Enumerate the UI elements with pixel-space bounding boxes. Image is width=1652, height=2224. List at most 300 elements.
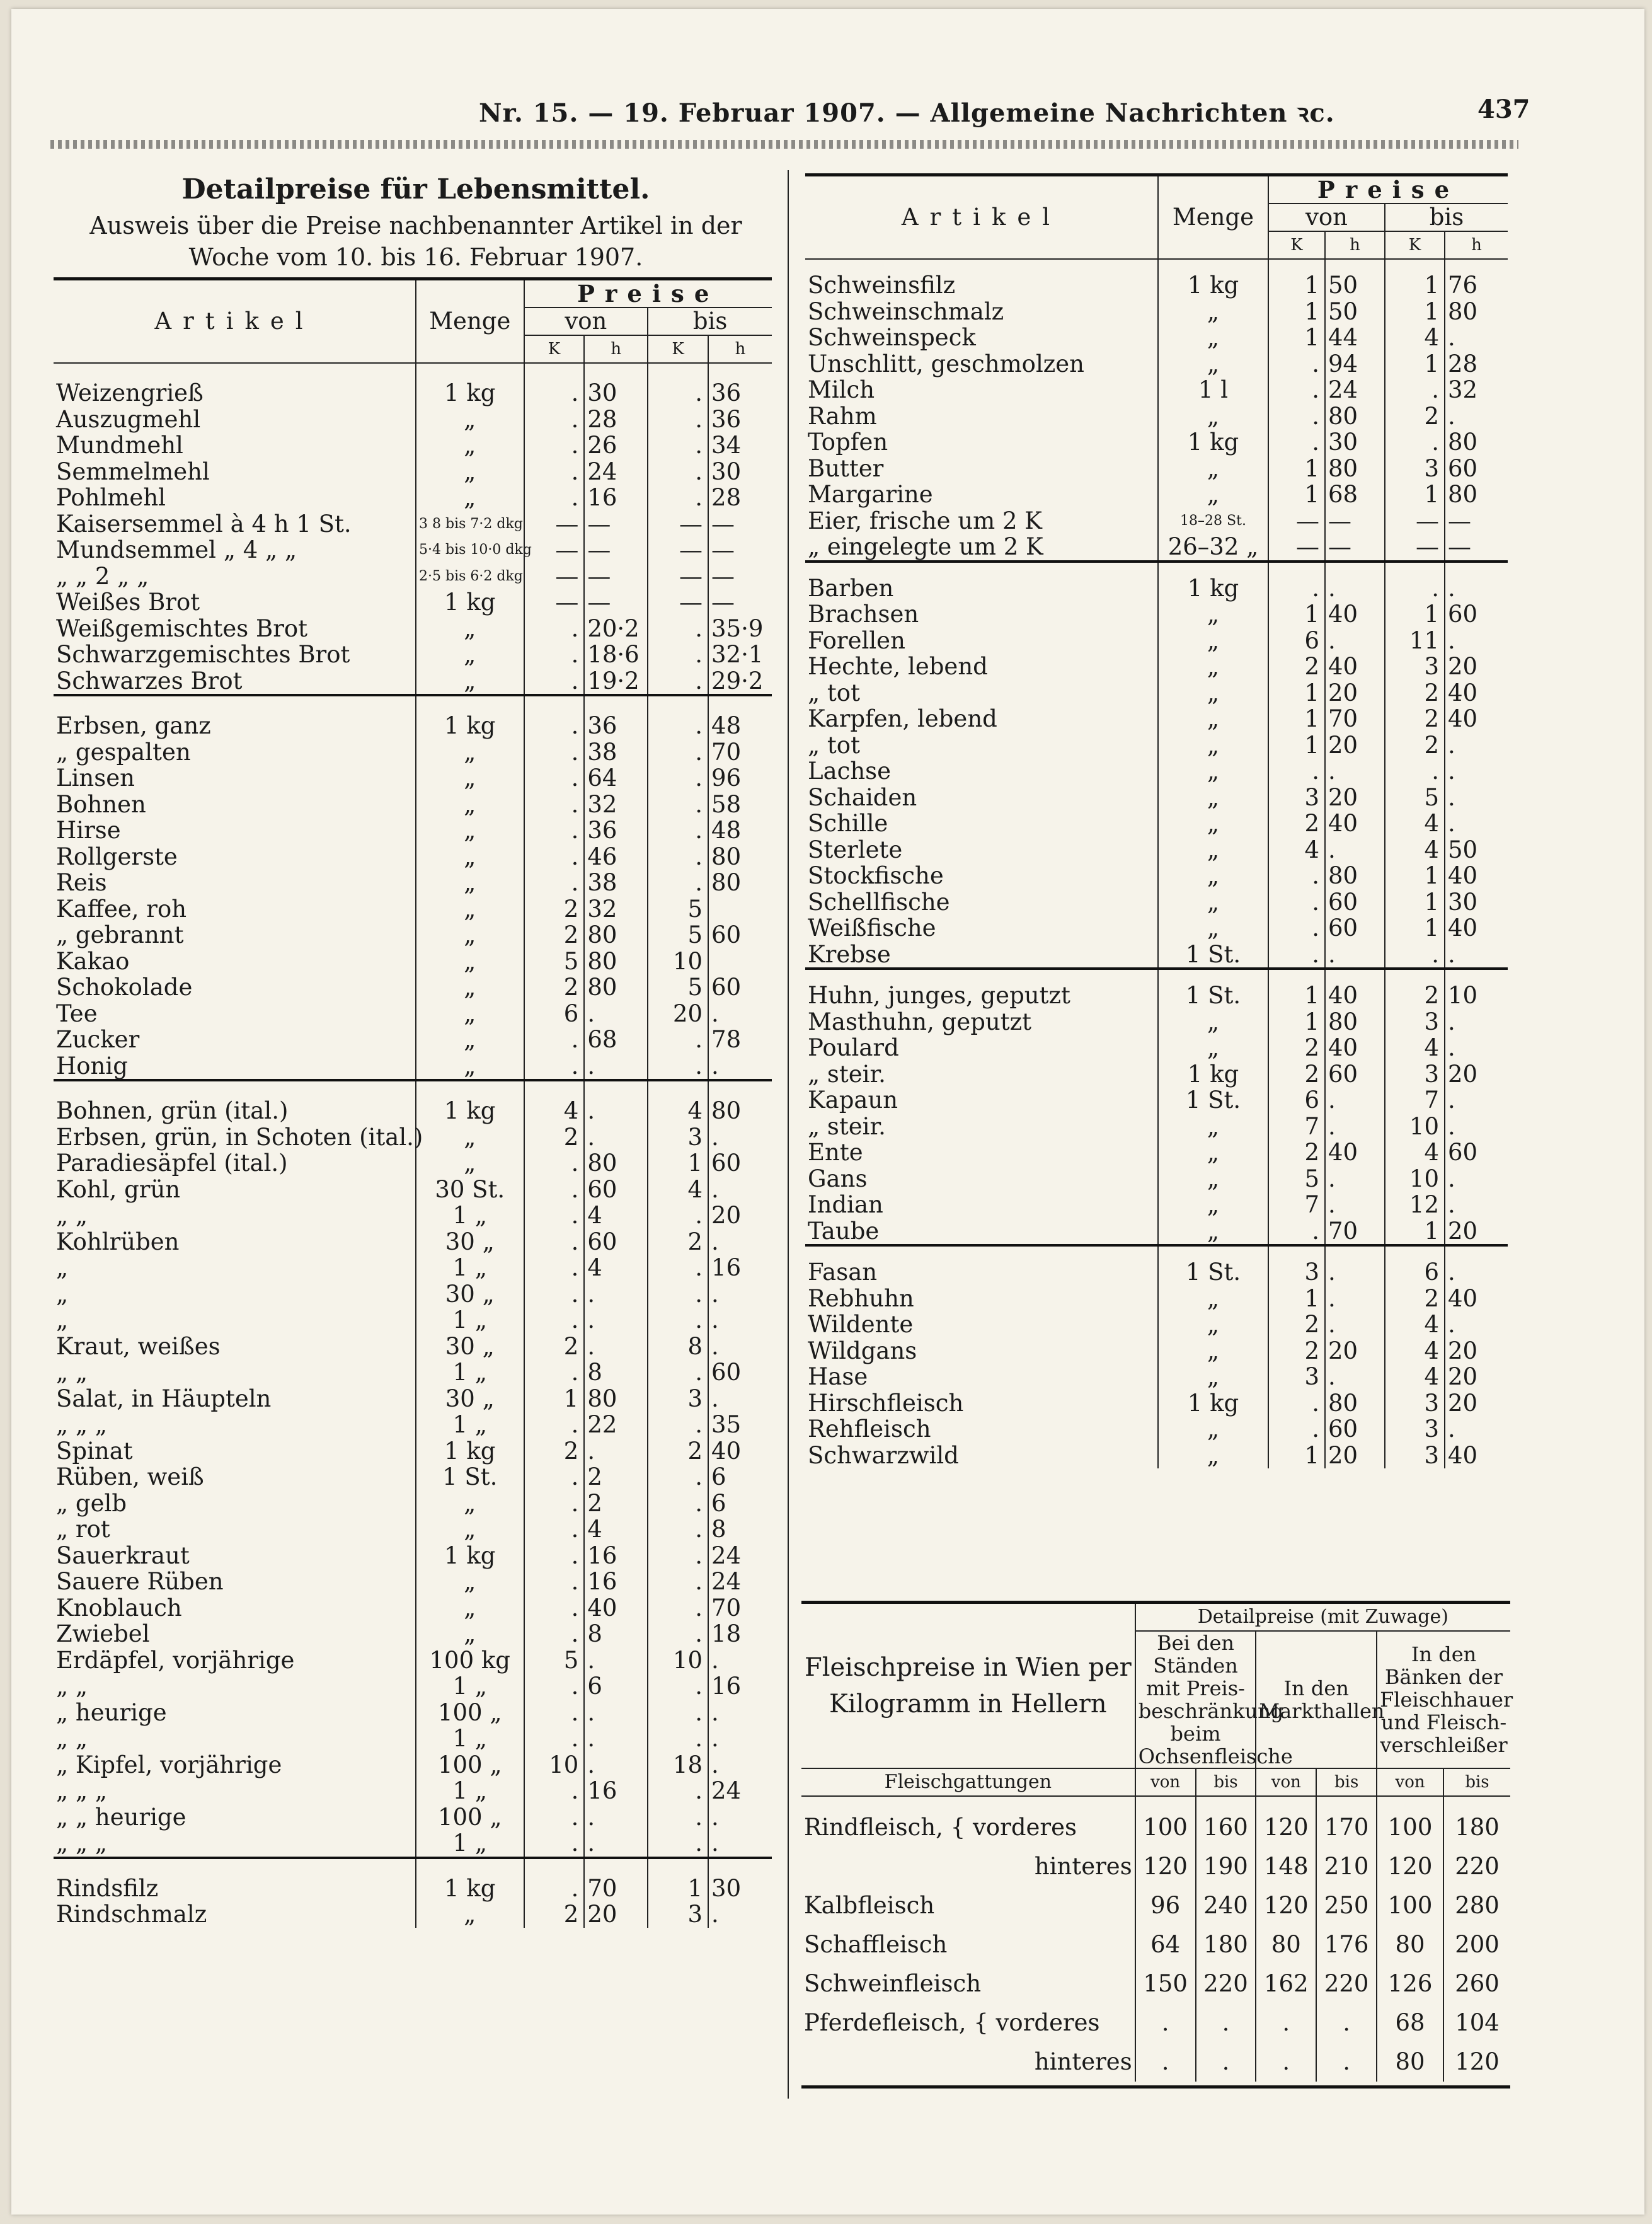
item-name: Fasan <box>805 1259 1158 1286</box>
item-name: Schwarzwild <box>805 1443 1158 1469</box>
item-quantity: 100 „ <box>416 1700 524 1726</box>
price-to-k: . <box>648 1804 708 1831</box>
price-to-h: — <box>711 536 735 563</box>
meat-price: 96 <box>1135 1886 1196 1925</box>
table-row <box>805 575 1508 602</box>
item-name: Reis <box>54 870 416 896</box>
meat-price: 80 <box>1377 2043 1443 2082</box>
item-quantity: „ <box>416 1621 524 1647</box>
price-from-h: . <box>584 1438 648 1465</box>
item-quantity: „ <box>1158 758 1268 785</box>
price-from-k: 4 <box>1268 837 1325 863</box>
item-name: Unschlitt, geschmolzen <box>805 351 1158 377</box>
column-divider <box>788 170 789 2099</box>
item-quantity: „ <box>1158 654 1268 680</box>
price-to-h: . <box>1448 1259 1455 1286</box>
price-from-k: . <box>524 432 585 459</box>
meat-price: 240 <box>1196 1886 1256 1925</box>
price-from-h: 60 <box>584 1229 648 1255</box>
item-name: „ „ <box>54 1359 416 1386</box>
item-name: „ „ <box>54 1726 416 1752</box>
item-quantity: „ <box>1158 1009 1268 1035</box>
price-to-k: . <box>1385 575 1445 602</box>
item-quantity: „ <box>416 739 524 766</box>
price-from-h: . <box>1325 758 1385 785</box>
price-to-k: 2 <box>648 1229 708 1255</box>
price-to-h: 60 <box>711 921 742 948</box>
price-to-h: 6 <box>711 1489 726 1517</box>
table-row <box>805 915 1508 942</box>
item-name: Ente <box>805 1139 1158 1166</box>
price-to-k: . <box>648 380 708 406</box>
item-name: „ heurige <box>54 1700 416 1726</box>
col-bis: bis <box>1385 204 1508 231</box>
price-to-h: 60 <box>711 974 742 1001</box>
price-from-h: 32 <box>584 792 648 818</box>
meat-price: 150 <box>1135 1964 1196 2003</box>
price-to-k: 2 <box>1385 982 1445 1009</box>
group-separator <box>805 562 1508 575</box>
price-from-h: . <box>1325 1192 1385 1218</box>
price-to-h: — <box>711 510 735 538</box>
price-from-h: 20 <box>584 1901 648 1928</box>
price-from-k: . <box>524 792 585 818</box>
table-row <box>54 844 772 870</box>
item-name: Schwarzes Brot <box>54 668 416 696</box>
price-to-k: . <box>648 406 708 433</box>
meat-price: 160 <box>1196 1808 1256 1847</box>
price-from-h: — <box>584 511 648 538</box>
meat-price: 180 <box>1196 1925 1256 1964</box>
price-from-h: 19·2 <box>584 668 648 696</box>
meat-col-staende: Bei den Ständen mit Preis-beschränkung beim Ochsenfleische <box>1135 1631 1256 1768</box>
price-to-h: . <box>711 1751 719 1778</box>
item-quantity: 100 „ <box>416 1752 524 1778</box>
item-name: Schweinschmalz <box>805 299 1158 325</box>
price-from-h: 4 <box>584 1202 648 1229</box>
item-quantity: „ <box>1158 680 1268 706</box>
item-name: Schille <box>805 810 1158 837</box>
table-row <box>805 1286 1508 1312</box>
price-from-h: 6 <box>584 1673 648 1700</box>
price-to-h: . <box>711 1052 719 1080</box>
price-from-k: . <box>524 406 585 433</box>
item-name: Weißes Brot <box>54 589 416 616</box>
price-from-k: . <box>524 1569 585 1595</box>
price-to-k: . <box>1385 942 1445 969</box>
price-to-k: 10 <box>648 948 708 975</box>
item-quantity: „ <box>1158 785 1268 811</box>
table-row <box>54 1281 772 1308</box>
price-from-k: . <box>1268 377 1325 403</box>
meat-price: 120 <box>1455 2048 1500 2075</box>
table-row <box>805 508 1508 534</box>
table-row <box>54 1412 772 1438</box>
price-from-h: 30 <box>584 380 648 406</box>
table-row <box>54 1334 772 1360</box>
price-to-k: 4 <box>1385 1311 1445 1338</box>
item-quantity: „ <box>416 817 524 844</box>
col-artikel: Artikel <box>805 175 1158 260</box>
item-name: Zucker <box>54 1027 416 1053</box>
meat-price: 162 <box>1256 1964 1316 2003</box>
price-from-k: 1 <box>1268 1443 1325 1469</box>
price-from-h: 80 <box>1325 403 1385 430</box>
price-from-h: . <box>584 1281 648 1308</box>
table-row <box>54 1438 772 1465</box>
item-quantity: „ <box>1158 1192 1268 1218</box>
meat-col-von: von <box>1135 1768 1196 1796</box>
item-quantity: „ <box>416 485 524 511</box>
group-separator <box>801 1796 1510 1808</box>
meat-title: Fleischpreise in Wien per Kilogramm in Hellern <box>801 1603 1135 1769</box>
item-name: Schwarzgemischtes Brot <box>54 642 416 668</box>
item-quantity: „ <box>416 896 524 923</box>
price-from-h: 60 <box>1325 915 1385 942</box>
price-from-h: — <box>1325 534 1385 562</box>
item-quantity: „ <box>1158 351 1268 377</box>
price-to-h: 40 <box>711 1437 742 1465</box>
price-to-h: 34 <box>711 432 742 459</box>
table-row <box>54 1875 772 1902</box>
item-quantity: 1 kg <box>1158 1061 1268 1088</box>
price-to-h: . <box>1448 1311 1455 1338</box>
price-to-k: . <box>648 1412 708 1438</box>
item-name: „ „ „ <box>54 1830 416 1858</box>
price-from-h: . <box>1325 1364 1385 1390</box>
item-quantity: 30 St. <box>416 1177 524 1203</box>
table-row <box>805 837 1508 863</box>
item-quantity: „ <box>416 1124 524 1151</box>
price-from-h: 50 <box>1325 299 1385 325</box>
price-from-k: . <box>1268 351 1325 377</box>
price-from-k: 1 <box>1268 1009 1325 1035</box>
table-row <box>54 870 772 896</box>
price-from-k: . <box>1268 758 1325 785</box>
item-name: Milch <box>805 377 1158 403</box>
price-from-k: . <box>524 616 585 642</box>
item-name: Honig <box>54 1053 416 1081</box>
price-from-h: 4 <box>584 1516 648 1543</box>
price-from-k: 2 <box>524 896 585 923</box>
price-from-k: 1 <box>1268 1286 1325 1312</box>
item-quantity: 1 l <box>1158 377 1268 403</box>
meat-row <box>801 2003 1510 2043</box>
price-to-k: 12 <box>1385 1192 1445 1218</box>
table-row <box>54 380 772 406</box>
price-to-k: 10 <box>1385 1166 1445 1192</box>
price-from-h: . <box>584 1124 648 1151</box>
item-quantity: 1 kg <box>1158 575 1268 602</box>
section-subtitle-1: Ausweis über die Preise nachbenannter Artikel in der <box>89 212 742 239</box>
meat-price: 100 <box>1377 1886 1443 1925</box>
table-row <box>54 1621 772 1647</box>
table-row <box>805 325 1508 351</box>
price-from-k: 1 <box>1268 456 1325 482</box>
price-to-k: . <box>648 668 708 696</box>
table-row <box>54 1673 772 1700</box>
price-to-k: 1 <box>648 1150 708 1177</box>
table-row <box>805 1218 1508 1246</box>
item-quantity: „ <box>1158 1311 1268 1338</box>
price-to-h: . <box>711 1829 719 1857</box>
col-k: K <box>524 335 585 363</box>
item-quantity: „ <box>416 459 524 485</box>
price-to-k: 4 <box>1385 1139 1445 1166</box>
item-name: „ tot <box>805 680 1158 706</box>
price-to-h: 20 <box>1448 1217 1478 1245</box>
table-row <box>805 272 1508 299</box>
table-row <box>805 534 1508 562</box>
price-to-h: 80 <box>1448 429 1478 456</box>
item-name: Hirse <box>54 817 416 844</box>
price-to-k: . <box>648 1202 708 1229</box>
table-row <box>805 628 1508 654</box>
table-row <box>54 589 772 616</box>
price-from-k: . <box>524 1177 585 1203</box>
table-row <box>805 351 1508 377</box>
price-from-k: . <box>1268 1416 1325 1443</box>
item-name: „ „ heurige <box>54 1804 416 1831</box>
price-to-h: 20 <box>1448 1060 1478 1088</box>
col-von: von <box>1268 204 1385 231</box>
item-name: Sauerkraut <box>54 1543 416 1569</box>
price-from-k: . <box>524 1464 585 1490</box>
price-to-k: 2 <box>1385 403 1445 430</box>
price-from-h: . <box>1325 1114 1385 1140</box>
meat-price: 250 <box>1316 1886 1377 1925</box>
meat-col-von: von <box>1377 1768 1443 1796</box>
price-to-k: 3 <box>1385 1009 1445 1035</box>
price-from-k: 1 <box>1268 481 1325 508</box>
item-name: Hase <box>805 1364 1158 1390</box>
price-to-h: 96 <box>711 764 742 792</box>
price-from-h: . <box>584 1830 648 1858</box>
item-name: „ eingelegte um 2 K <box>805 534 1158 562</box>
price-to-h: . <box>1448 731 1455 759</box>
price-to-k: 3 <box>1385 1443 1445 1469</box>
table-row <box>805 889 1508 916</box>
price-from-h: 22 <box>584 1412 648 1438</box>
table-row <box>805 1087 1508 1114</box>
item-name: Rebhuhn <box>805 1286 1158 1312</box>
meat-price: . <box>1196 2003 1256 2043</box>
item-name: Erbsen, grün, in Schoten (ital.) <box>54 1124 416 1151</box>
price-from-k: 2 <box>1268 1035 1325 1061</box>
item-name: „ gelb <box>54 1490 416 1517</box>
price-from-k: 7 <box>1268 1192 1325 1218</box>
meat-col-bis: bis <box>1316 1768 1377 1796</box>
price-from-k: . <box>524 459 585 485</box>
price-to-k: 4 <box>1385 810 1445 837</box>
price-from-h: 40 <box>584 1595 648 1622</box>
item-quantity: „ <box>416 406 524 433</box>
price-from-h: 38 <box>584 739 648 766</box>
price-to-k: . <box>648 1621 708 1647</box>
price-from-k: . <box>524 1053 585 1081</box>
price-to-h: . <box>1448 324 1455 351</box>
table-row <box>805 601 1508 628</box>
price-to-k: . <box>648 1359 708 1386</box>
price-to-k: . <box>648 1569 708 1595</box>
price-from-k: 1 <box>1268 325 1325 351</box>
price-from-k: . <box>1268 1218 1325 1246</box>
item-name: Zwiebel <box>54 1621 416 1647</box>
price-to-h: . <box>1448 1086 1455 1114</box>
table-row <box>54 1543 772 1569</box>
price-from-h: 70 <box>1325 1218 1385 1246</box>
item-quantity: „ <box>416 1027 524 1053</box>
price-to-k: . <box>648 1490 708 1517</box>
table-row <box>805 1259 1508 1286</box>
price-to-k: 3 <box>648 1124 708 1151</box>
item-name: Schaiden <box>805 785 1158 811</box>
price-to-k: 3 <box>1385 1061 1445 1088</box>
price-from-k: . <box>1268 889 1325 916</box>
price-to-k: — <box>648 511 708 538</box>
item-quantity: 26–32 „ <box>1158 534 1268 562</box>
meat-price: . <box>1256 2043 1316 2082</box>
price-from-h: 28 <box>584 406 648 433</box>
price-to-h: 29·2 <box>711 667 764 694</box>
price-from-h: 16 <box>584 1543 648 1569</box>
table-row <box>54 1124 772 1151</box>
item-name: „ tot <box>805 732 1158 759</box>
table-row <box>54 1569 772 1595</box>
meat-col-bis: bis <box>1196 1768 1256 1796</box>
price-to-k: . <box>648 1726 708 1752</box>
item-name: Brachsen <box>805 601 1158 628</box>
price-to-k: 3 <box>1385 654 1445 680</box>
price-to-k: 1 <box>1385 889 1445 916</box>
price-from-k: . <box>524 765 585 792</box>
price-from-h: . <box>1325 1286 1385 1312</box>
item-name: Mundmehl <box>54 432 416 459</box>
table-row <box>805 1166 1508 1192</box>
price-to-k: . <box>648 765 708 792</box>
price-from-k: 5 <box>1268 1166 1325 1192</box>
meat-price: 200 <box>1455 1931 1500 1958</box>
item-name: Knoblauch <box>54 1595 416 1622</box>
price-from-k: 1 <box>1268 706 1325 732</box>
price-to-h: 80 <box>711 869 742 896</box>
price-from-k: 6 <box>524 1001 585 1027</box>
group-separator <box>805 969 1508 982</box>
item-name: Schellfische <box>805 889 1158 916</box>
table-row <box>805 680 1508 706</box>
price-to-k: 1 <box>1385 351 1445 377</box>
price-to-k: 2 <box>1385 680 1445 706</box>
meat-price: 180 <box>1455 1814 1500 1841</box>
price-from-k: . <box>1268 403 1325 430</box>
item-name: Bohnen <box>54 792 416 818</box>
price-to-h: 24 <box>711 1541 742 1569</box>
section-title: Detailpreise für Lebensmittel. <box>181 173 650 205</box>
price-to-k: 1 <box>1385 863 1445 889</box>
price-from-h: 20 <box>1325 732 1385 759</box>
meat-price: 120 <box>1256 1886 1316 1925</box>
price-to-k: 4 <box>1385 837 1445 863</box>
meat-price: 148 <box>1256 1847 1316 1886</box>
price-to-k: 1 <box>1385 272 1445 299</box>
price-from-h: 2 <box>584 1490 648 1517</box>
price-from-k: . <box>524 817 585 844</box>
price-from-k: . <box>524 1673 585 1700</box>
item-quantity: 1 „ <box>416 1830 524 1858</box>
price-from-k: 1 <box>1268 982 1325 1009</box>
col-menge: Menge <box>1158 175 1268 260</box>
price-from-k: . <box>524 1027 585 1053</box>
item-name: Topfen <box>805 429 1158 456</box>
price-to-h: . <box>711 1698 719 1726</box>
table-row <box>805 1192 1508 1218</box>
price-from-k: . <box>524 1202 585 1229</box>
table-row <box>805 1338 1508 1364</box>
price-from-k: 1 <box>1268 299 1325 325</box>
price-from-k: . <box>524 1516 585 1543</box>
item-quantity: 1 kg <box>1158 1390 1268 1417</box>
price-to-h: — <box>1448 507 1471 534</box>
page-header <box>0 95 1652 139</box>
price-to-h: . <box>1448 574 1455 602</box>
price-from-k: . <box>524 1621 585 1647</box>
table-row <box>805 810 1508 837</box>
price-to-k: — <box>1385 534 1445 562</box>
table-row <box>54 459 772 485</box>
item-quantity: 1 „ <box>416 1726 524 1752</box>
price-from-h: 70 <box>584 1875 648 1902</box>
price-to-h <box>708 896 772 923</box>
price-from-h: 40 <box>1325 1035 1385 1061</box>
price-to-k: . <box>648 432 708 459</box>
price-from-k: 5 <box>524 948 585 975</box>
item-quantity: „ <box>416 668 524 696</box>
item-quantity: „ <box>416 974 524 1001</box>
item-quantity: „ <box>1158 628 1268 654</box>
price-to-k: 8 <box>648 1334 708 1360</box>
meat-price: 220 <box>1316 1964 1377 2003</box>
meat-price: . <box>1256 2003 1316 2043</box>
group-separator <box>54 695 772 713</box>
item-quantity: „ <box>1158 889 1268 916</box>
price-to-h: 24 <box>711 1777 742 1804</box>
col-von: von <box>524 308 648 335</box>
price-from-h: 94 <box>1325 351 1385 377</box>
col-h: h <box>584 335 648 363</box>
price-to-h: 32 <box>1448 376 1478 403</box>
price-from-k: 2 <box>524 974 585 1001</box>
price-to-h: 40 <box>1448 1441 1478 1469</box>
item-quantity: „ <box>1158 481 1268 508</box>
price-to-h: . <box>711 1000 719 1027</box>
price-from-h: . <box>1325 575 1385 602</box>
table-row <box>805 1114 1508 1140</box>
price-to-h: . <box>711 1306 719 1334</box>
price-to-h: . <box>1448 402 1455 430</box>
price-to-k: 11 <box>1385 628 1445 654</box>
right-price-table <box>805 173 1508 1468</box>
price-to-k: . <box>648 1053 708 1081</box>
price-from-h: 8 <box>584 1359 648 1386</box>
price-from-h: 8 <box>584 1621 648 1647</box>
meat-price: 100 <box>1377 1808 1443 1847</box>
price-from-h: 16 <box>584 1569 648 1595</box>
item-name: „ „ „ <box>54 1412 416 1438</box>
price-from-h: 20 <box>1325 1338 1385 1364</box>
meat-col-gattungen: Fleischgattungen <box>801 1768 1135 1796</box>
price-from-h: . <box>584 1307 648 1334</box>
price-from-h: 32 <box>584 896 648 923</box>
